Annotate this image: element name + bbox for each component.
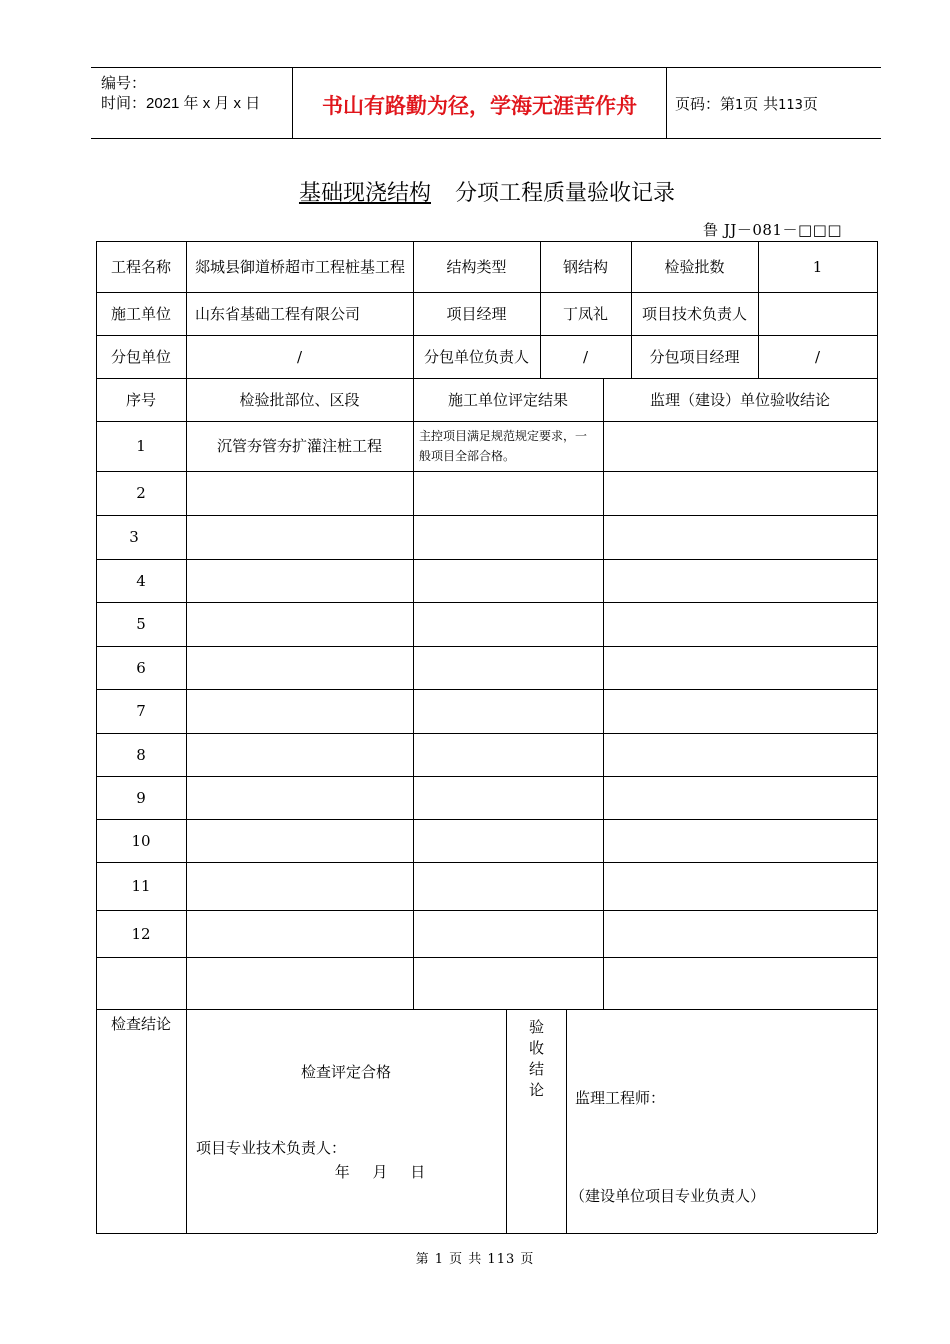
page-footer: 第 1 页 共 113 页 [415, 1252, 535, 1267]
grid-line [96, 559, 877, 560]
grid-line [96, 646, 877, 647]
col-header-part: 检验批部位、区段 [239, 390, 360, 409]
row-no: 10 [131, 831, 151, 850]
pm-label: 项目经理 [446, 304, 507, 323]
page-end: 页 [802, 95, 818, 113]
page-total: 113 [778, 98, 803, 113]
header-motto-box [293, 68, 667, 138]
sub-pm-value: / [814, 347, 821, 366]
sub-lead-value: / [582, 347, 589, 366]
page-title [0, 176, 950, 207]
doc-number-label: 编号： [101, 75, 147, 92]
structure-type-label: 结构类型 [446, 257, 507, 276]
tech-sign-label: 项目专业技术负责人： [196, 1139, 347, 1157]
row-no: 9 [136, 788, 146, 807]
sub-pm-label: 分包项目经理 [649, 347, 740, 366]
row-result: 主控项目满足规范规定要求，一般项目全部合格。 [419, 429, 588, 463]
grid-line [96, 957, 877, 958]
col-header-result: 施工单位评定结果 [447, 390, 568, 409]
row-no: 7 [136, 702, 146, 720]
grid-line [96, 602, 877, 603]
grid-line [96, 471, 877, 472]
tech-lead-value [758, 292, 877, 335]
header-page-box [667, 68, 881, 138]
row-no: 6 [136, 658, 146, 677]
sub-lead-label: 分包单位负责人 [423, 347, 529, 366]
title-underlined: 基础现浇结构 [298, 181, 431, 206]
grid-line [413, 378, 414, 1009]
row-no: 12 [131, 924, 151, 943]
grid-line [96, 776, 877, 777]
sub-label: 分包单位 [110, 347, 171, 366]
grid-line [603, 378, 604, 1009]
grid-line [96, 862, 877, 863]
row-no: 2 [136, 484, 146, 502]
batch-count-label: 检验批数 [664, 257, 725, 276]
grid-line [96, 1009, 877, 1010]
grid-line [96, 819, 877, 820]
row-no: 4 [136, 571, 146, 590]
batch-count-value: 1 [812, 257, 823, 276]
row-no: 11 [131, 877, 151, 895]
grid-line [96, 733, 877, 734]
grid-line [877, 241, 878, 1233]
page-info [675, 93, 818, 114]
tech-lead-label: 项目技术负责人 [641, 304, 747, 323]
structure-type-value: 钢结构 [562, 257, 608, 276]
row-part: 沉管夯管夯扩灌注桩工程 [216, 437, 382, 455]
contractor-label: 施工单位 [110, 304, 171, 323]
title-rest: 分项工程质量验收记录 [455, 181, 676, 206]
pm-value: 丁凤礼 [562, 304, 608, 323]
project-name-value: 郯城县御道桥超市工程桩基工程 [195, 257, 406, 276]
supervisor-label: 监理工程师： [575, 1089, 666, 1107]
contractor-value: 山东省基础工程有限公司 [195, 304, 361, 323]
page-label: 页码：第 [675, 95, 736, 113]
sub-value: / [296, 347, 303, 366]
col-header-no: 序号 [125, 390, 156, 409]
owner-label: （建设单位项目专业负责人） [570, 1187, 766, 1205]
grid-line [96, 910, 877, 911]
project-name-label: 工程名称 [110, 257, 171, 276]
page-header [91, 67, 881, 139]
accept-conclusion-label: 验收结论 [527, 1019, 545, 1103]
sign-date: 年 月 日 [334, 1163, 426, 1181]
page-mid: 页 共 [743, 95, 779, 113]
grid-line [96, 1233, 877, 1234]
row-no: 3 [129, 528, 139, 546]
motto: 书山有路勤为径，学海无涯苦作舟 [322, 94, 637, 118]
row-no: 1 [136, 437, 146, 455]
row-no: 5 [136, 615, 146, 633]
header-meta [91, 68, 293, 138]
form-code: 鲁 JJ－081－□□□ [703, 221, 842, 239]
col-header-conclusion: 监理（建设）单位验收结论 [649, 390, 830, 409]
check-conclusion-label: 检查结论 [110, 1015, 171, 1033]
grid-line [96, 689, 877, 690]
grid-line [96, 515, 877, 516]
page-number: 1 [735, 98, 744, 113]
row-no: 8 [136, 745, 146, 764]
check-result: 检查评定合格 [300, 1063, 391, 1081]
inspection-table [96, 241, 877, 1233]
time-label: 时间：2021 年 x 月 x 日 [101, 95, 261, 112]
